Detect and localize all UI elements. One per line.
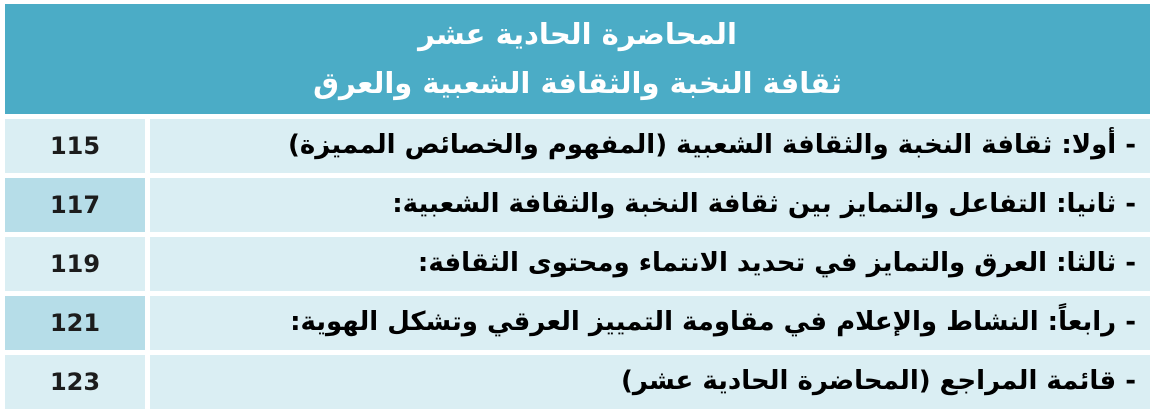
page-number-cell: 121 bbox=[5, 296, 145, 350]
page-number-cell: 119 bbox=[5, 237, 145, 291]
section-title-cell: - ثانيا: التفاعل والتمايز بين ثقافة النخبة والثقافة الشعبية: bbox=[150, 178, 1150, 232]
toc-row bbox=[5, 296, 1150, 350]
page-number-cell: 115 bbox=[5, 119, 145, 173]
toc-row bbox=[5, 237, 1150, 291]
lecture-title: المحاضرة الحادية عشر bbox=[418, 17, 737, 51]
section-title-cell: - رابعاً: النشاط والإعلام في مقاومة التمييز العرقي وتشكل الهوية: bbox=[150, 296, 1150, 350]
toc-row bbox=[5, 119, 1150, 173]
toc-row bbox=[5, 178, 1150, 232]
section-title-cell: - قائمة المراجع (المحاضرة الحادية عشر) bbox=[150, 355, 1150, 409]
section-title-cell: - أولا: ثقافة النخبة والثقافة الشعبية (المفهوم والخصائص المميزة) bbox=[150, 119, 1150, 173]
page-number-cell: 123 bbox=[5, 355, 145, 409]
lecture-subtitle: ثقافة النخبة والثقافة الشعبية والعرق bbox=[313, 66, 842, 100]
table-header bbox=[5, 4, 1150, 114]
page-number-cell: 117 bbox=[5, 178, 145, 232]
toc-row bbox=[5, 355, 1150, 409]
section-title-cell: - ثالثا: العرق والتمايز في تحديد الانتماء ومحتوى الثقافة: bbox=[150, 237, 1150, 291]
